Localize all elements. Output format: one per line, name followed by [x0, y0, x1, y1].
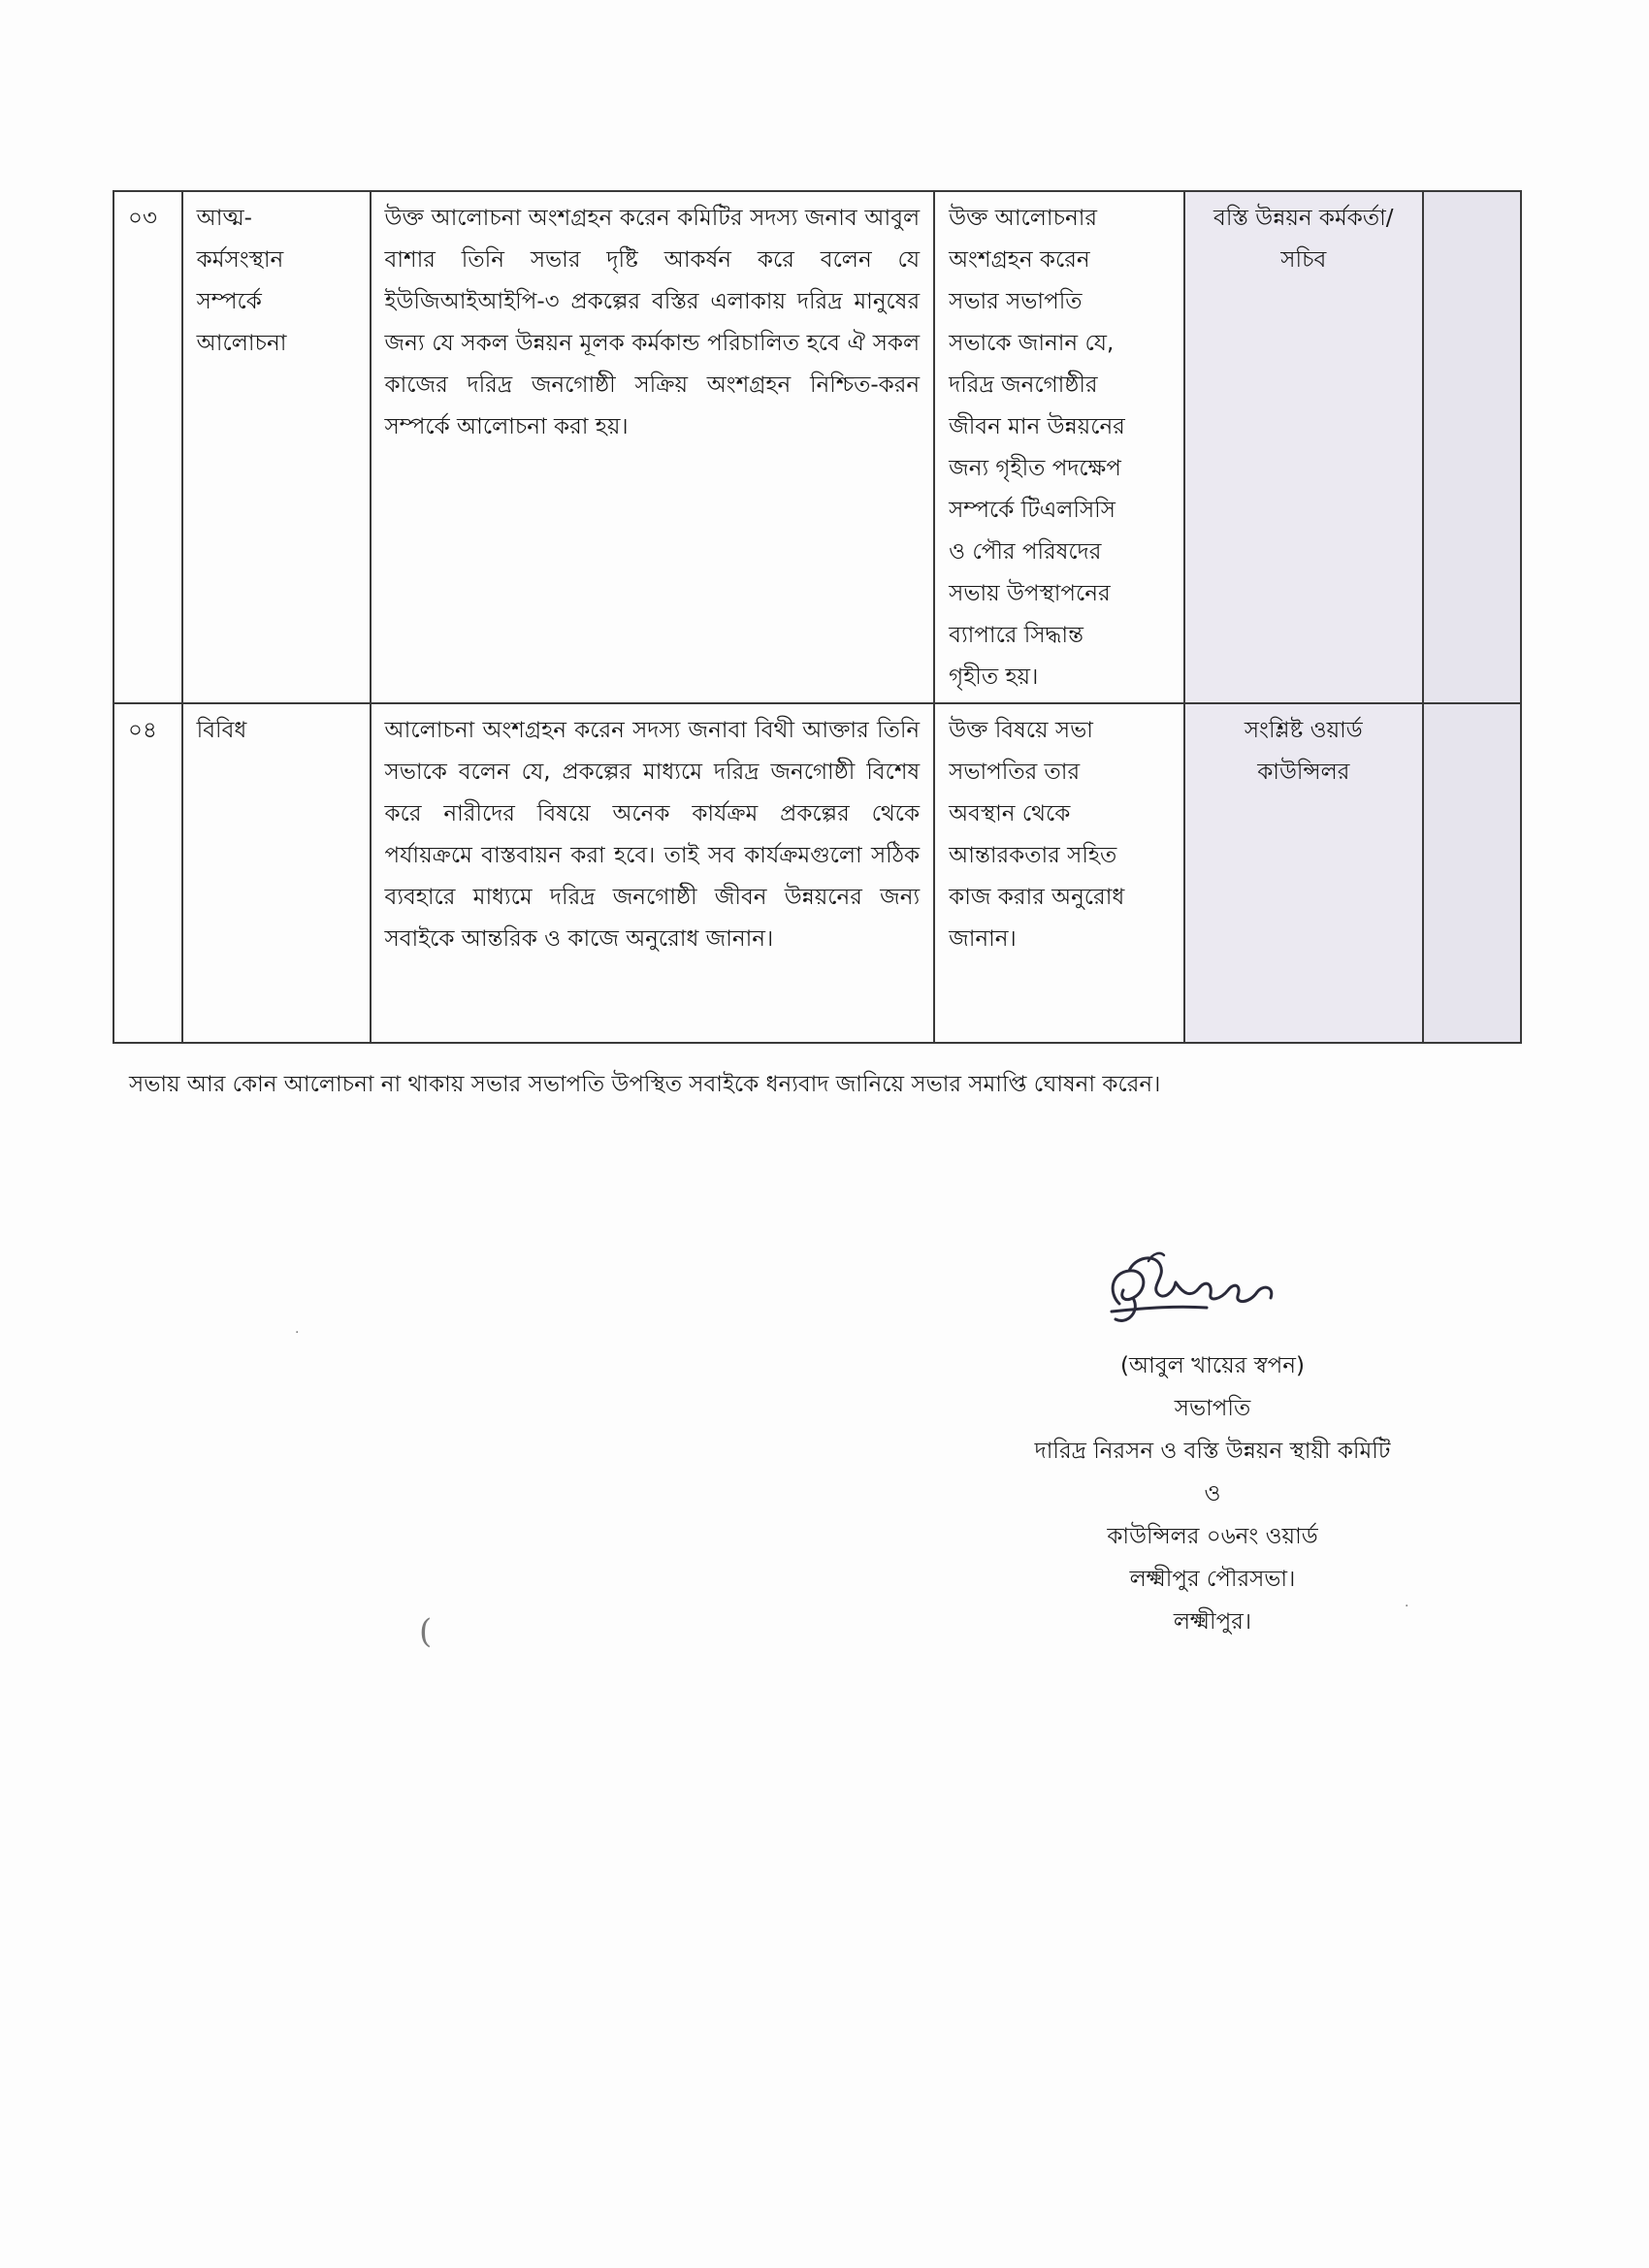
- decision-line: জন্য গৃহীত পদক্ষেপ: [949, 456, 1121, 481]
- decision-line: অংশগ্রহন করেন: [949, 247, 1090, 273]
- responsible-line: বস্তি উন্নয়ন কর্মকর্তা/: [1213, 206, 1394, 231]
- signatory-office: কাউন্সিলর ০৬নং ওয়ার্ড: [1107, 1524, 1318, 1549]
- decision-line: সভাপতির তার: [949, 760, 1081, 785]
- signatory-committee: দারিদ্র নিরসন ও বস্তি উন্নয়ন স্থায়ী কমিটি: [1034, 1439, 1391, 1464]
- scan-mark: (: [419, 1612, 433, 1651]
- decision-line: অবস্থান থেকে: [949, 801, 1071, 826]
- decision-line: জানান।: [949, 926, 1017, 952]
- responsible-cell: [1184, 703, 1423, 1043]
- discussion-cell: আলোচনা অংশগ্রহন করেন সদস্য জনাবা বিথী আক্তার তিনি সভাকে বলেন যে, প্রকল্পের মাধ্যমে দরিদ্র জনগোষ্ঠী বিশেষ করে নারীদের বিষয়ে অনেক কার্যক্রম প্রকল্পের থেকে পর্যায়ক্রমে বাস্তবায়ন করা হবে। তাই সব কার্যক্রমগুলো সঠিক ব্যবহারে মাধ্যমে দরিদ্র জনগোষ্ঠী জীবন উন্নয়নের জন্য সবাইকে আন্তরিক ও কাজে অনুরোধ জানান।: [371, 703, 935, 1043]
- decision-line: সভাকে জানান যে,: [949, 331, 1115, 356]
- topic-line: বিবিধ: [196, 718, 247, 743]
- decision-line: উক্ত আলোচনার: [949, 206, 1098, 231]
- signature-image: [1090, 1244, 1323, 1341]
- responsible-line: সচিব: [1280, 247, 1327, 273]
- decision-line: ও পৌর পরিষদের: [949, 539, 1102, 565]
- signature-block: [873, 1345, 1552, 1643]
- decision-line: আন্তারকতার সহিত: [949, 843, 1117, 868]
- serial-cell: ০৪: [113, 703, 182, 1043]
- minutes-table: [113, 190, 1522, 1044]
- responsible-cell: [1184, 191, 1423, 703]
- responsible-line: কাউন্সিলর: [1257, 760, 1350, 785]
- decision-line: ব্যাপারে সিদ্ধান্ত: [949, 623, 1083, 648]
- serial-cell: ০৩: [113, 191, 182, 703]
- responsible-line: সংশ্লিষ্ট ওয়ার্ড: [1244, 718, 1363, 743]
- discussion-cell: উক্ত আলোচনা অংশগ্রহন করেন কমিটির সদস্য জনাব আবুল বাশার তিনি সভার দৃষ্টি আকর্ষন করে বলেন যে ইউজিআইআইপি-৩ প্রকল্পের বস্তির এলাকায় দরিদ্র মানুষের জন্য যে সকল উন্নয়ন মূলক কর্মকান্ড পরিচালিত হবে ঐ সকল কাজের দরিদ্র জনগোষ্ঠী সক্রিয় অংশগ্রহন নিশ্চিত-করন সম্পর্কে আলোচনা করা হয়।: [371, 191, 935, 703]
- empty-cell: [1423, 703, 1521, 1043]
- decision-cell: [934, 191, 1183, 703]
- table-row: [113, 191, 1521, 703]
- decision-line: দরিদ্র জনগোষ্ঠীর: [949, 373, 1098, 398]
- signatory-municipality: লক্ষ্মীপুর পৌরসভা।: [1129, 1567, 1296, 1592]
- topic-line: আলোচনা: [196, 331, 287, 356]
- signatory-conjunction: ও: [1204, 1481, 1221, 1507]
- closing-note: সভায় আর কোন আলোচনা না থাকায় সভার সভাপতি উপস্থিত সবাইকে ধন্যবাদ জানিয়ে সভার সমাপ্তি ঘোষনা করেন।: [129, 1072, 1161, 1097]
- decision-cell: [934, 703, 1183, 1043]
- decision-line: সম্পর্কে টিএলসিসি: [949, 498, 1116, 523]
- decision-line: জীবন মান উন্নয়নের: [949, 414, 1125, 439]
- signatory-name: (আবুল খায়ের স্বপন): [1120, 1353, 1305, 1378]
- scan-mark: ·: [295, 1325, 300, 1341]
- table-row: [113, 703, 1521, 1043]
- topic-line: সম্পর্কে: [196, 289, 262, 314]
- topic-cell: [182, 191, 371, 703]
- decision-line: গৃহীত হয়।: [949, 664, 1039, 690]
- decision-line: উক্ত বিষয়ে সভা: [949, 718, 1093, 743]
- topic-line: কর্মসংস্থান: [196, 247, 284, 273]
- decision-line: কাজ করার অনুরোধ: [949, 885, 1125, 910]
- decision-line: সভার সভাপতি: [949, 289, 1083, 314]
- scan-mark: ·: [1405, 1599, 1409, 1614]
- topic-line: আত্ম-: [196, 206, 252, 231]
- signatory-designation: সভাপতি: [1174, 1396, 1251, 1421]
- topic-cell: [182, 703, 371, 1043]
- signatory-district: লক্ষ্মীপুর।: [1173, 1609, 1252, 1635]
- decision-line: সভায় উপস্থাপনের: [949, 581, 1111, 606]
- empty-cell: [1423, 191, 1521, 703]
